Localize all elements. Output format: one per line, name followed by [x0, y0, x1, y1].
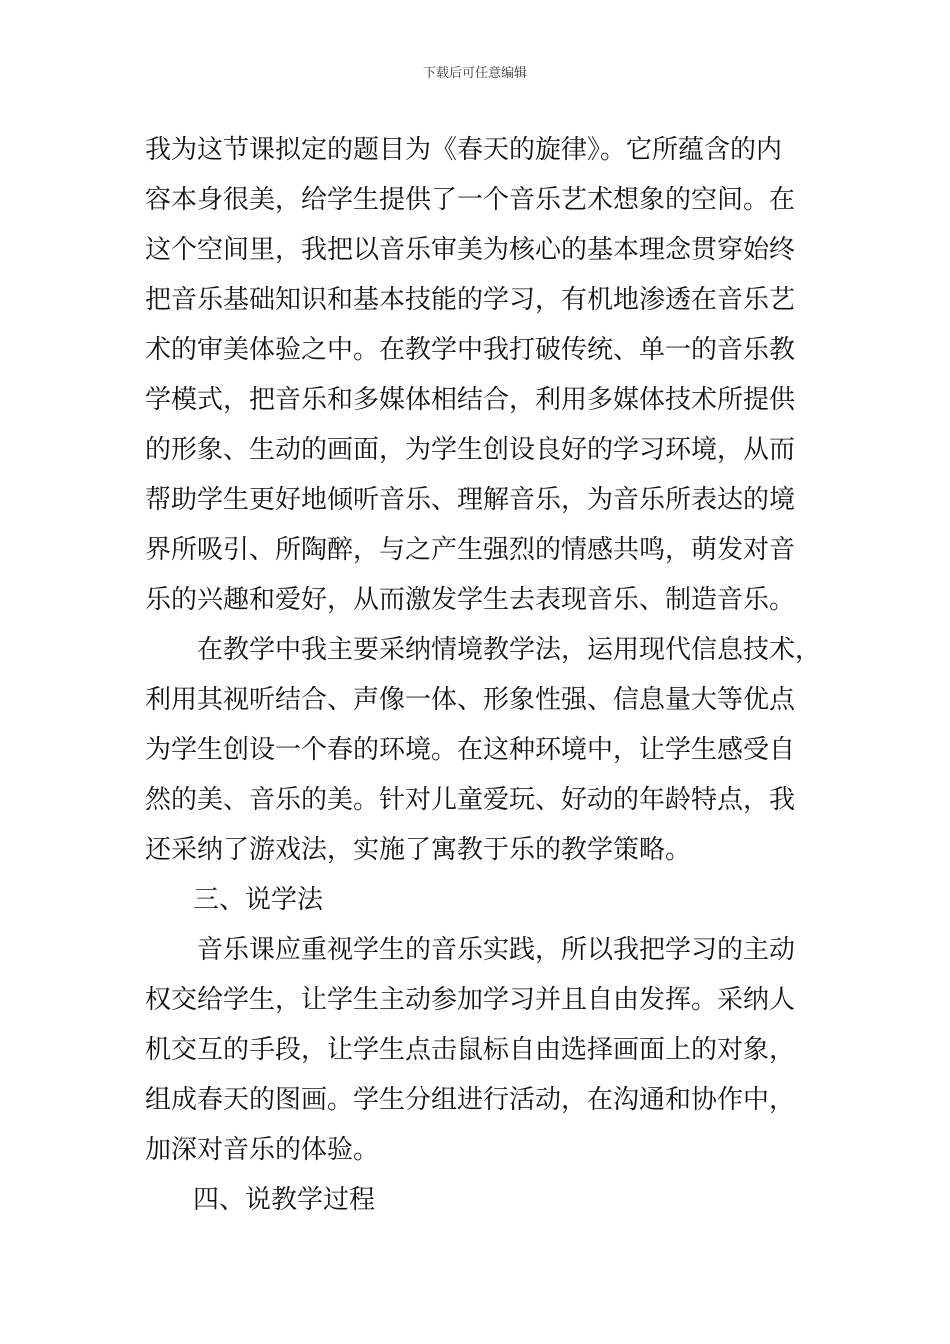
- text-line: 为学生创设一个春的环境。在这种环境中，让学生感受自: [145, 735, 796, 765]
- section-heading-learning-method: 三、说学法: [193, 885, 324, 915]
- text-line: 机交互的手段，让学生点击鼠标自由选择画面上的对象，: [145, 1035, 796, 1065]
- text-line: 加深对音乐的体验。: [145, 1135, 380, 1165]
- text-line: 把音乐基础知识和基本技能的学习，有机地渗透在音乐艺: [145, 285, 796, 315]
- text-line: 权交给学生，让学生主动参加学习并且自由发挥。采纳人: [145, 985, 796, 1015]
- text-line: 利用其视听结合、声像一体、形象性强、信息量大等优点: [145, 685, 796, 715]
- text-line: 这个空间里，我把以音乐审美为核心的基本理念贯穿始终: [145, 235, 796, 265]
- text-line: 的形象、生动的画面，为学生创设良好的学习环境，从而: [145, 435, 796, 465]
- text-line: 还采纳了游戏法，实施了寓教于乐的教学策略。: [145, 835, 692, 865]
- text-line: 帮助学生更好地倾听音乐、理解音乐，为音乐所表达的境: [145, 485, 796, 515]
- page-header: 下载后可任意编辑: [422, 66, 527, 81]
- text-line: 我为这节课拟定的题目为《春天的旋律》。它所蕴含的内: [145, 135, 783, 165]
- paragraph-3: [145, 925, 815, 1175]
- text-line: 在教学中我主要采纳情境教学法，运用现代信息技术，: [197, 635, 822, 665]
- text-line: 界所吸引、所陶醉，与之产生强烈的情感共鸣，萌发对音: [145, 535, 796, 565]
- text-line: 组成春天的图画。学生分组进行活动，在沟通和协作中，: [145, 1085, 796, 1115]
- text-line: 然的美、音乐的美。针对儿童爱玩、好动的年龄特点，我: [145, 785, 796, 815]
- text-line: 音乐课应重视学生的音乐实践，所以我把学习的主动: [197, 935, 796, 965]
- document-body: [145, 125, 822, 1225]
- text-line: 学模式，把音乐和多媒体相结合，利用多媒体技术所提供: [145, 385, 796, 415]
- section-heading-teaching-process: 四、说教学过程: [193, 1185, 376, 1215]
- text-line: 容本身很美，给学生提供了一个音乐艺术想象的空间。在: [145, 185, 796, 215]
- paragraph-1: [145, 125, 815, 625]
- text-line: 术的审美体验之中。在教学中我打破传统、单一的音乐教: [145, 335, 796, 365]
- paragraph-2: [145, 625, 822, 875]
- text-line: 乐的兴趣和爱好，从而激发学生去表现音乐、制造音乐。: [145, 585, 796, 615]
